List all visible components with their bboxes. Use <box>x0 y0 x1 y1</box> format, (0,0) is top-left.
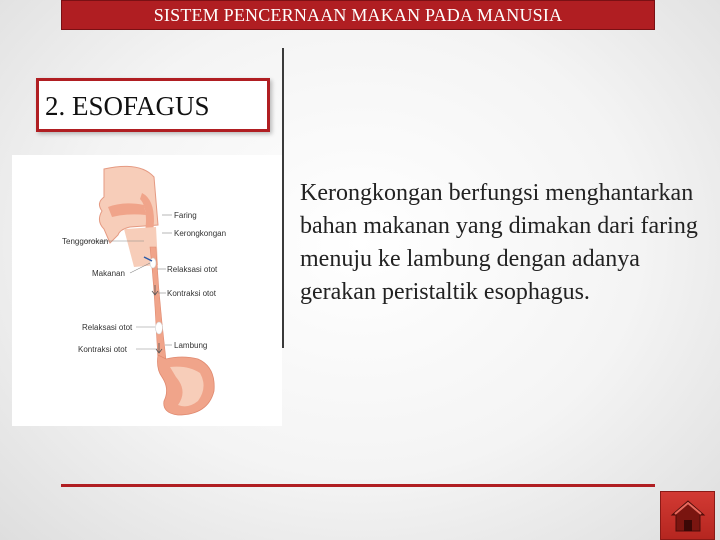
section-heading: 2. ESOFAGUS <box>36 78 270 132</box>
label-lambung: Lambung <box>174 341 208 350</box>
home-button[interactable] <box>660 491 715 540</box>
slide-title: SISTEM PENCERNAAN MAKAN PADA MANUSIA <box>61 0 655 30</box>
label-relaksasi-otot-1: Relaksasi otot <box>167 265 218 274</box>
label-kontraksi-otot-1: Kontraksi otot <box>167 289 216 298</box>
esophagus-diagram <box>12 155 282 426</box>
description-paragraph: Kerongkongan berfungsi menghantarkan bahan makanan yang dimakan dari faring menuju ke lambung dengan adanya gerakan peristaltik esophagus. <box>300 180 698 305</box>
home-icon <box>668 496 708 536</box>
food-bolus-upper <box>150 258 156 268</box>
label-kerongkongan: Kerongkongan <box>174 229 227 238</box>
food-bolus-lower <box>156 322 163 334</box>
label-tenggorokan: Tenggorokan <box>62 237 109 246</box>
label-kontraksi-otot-2: Kontraksi otot <box>78 345 127 354</box>
label-makanan: Makanan <box>92 269 125 278</box>
bottom-divider <box>61 484 655 487</box>
label-faring: Faring <box>174 211 197 220</box>
label-relaksasi-otot-2: Relaksasi otot <box>82 323 133 332</box>
vertical-divider <box>282 48 284 348</box>
